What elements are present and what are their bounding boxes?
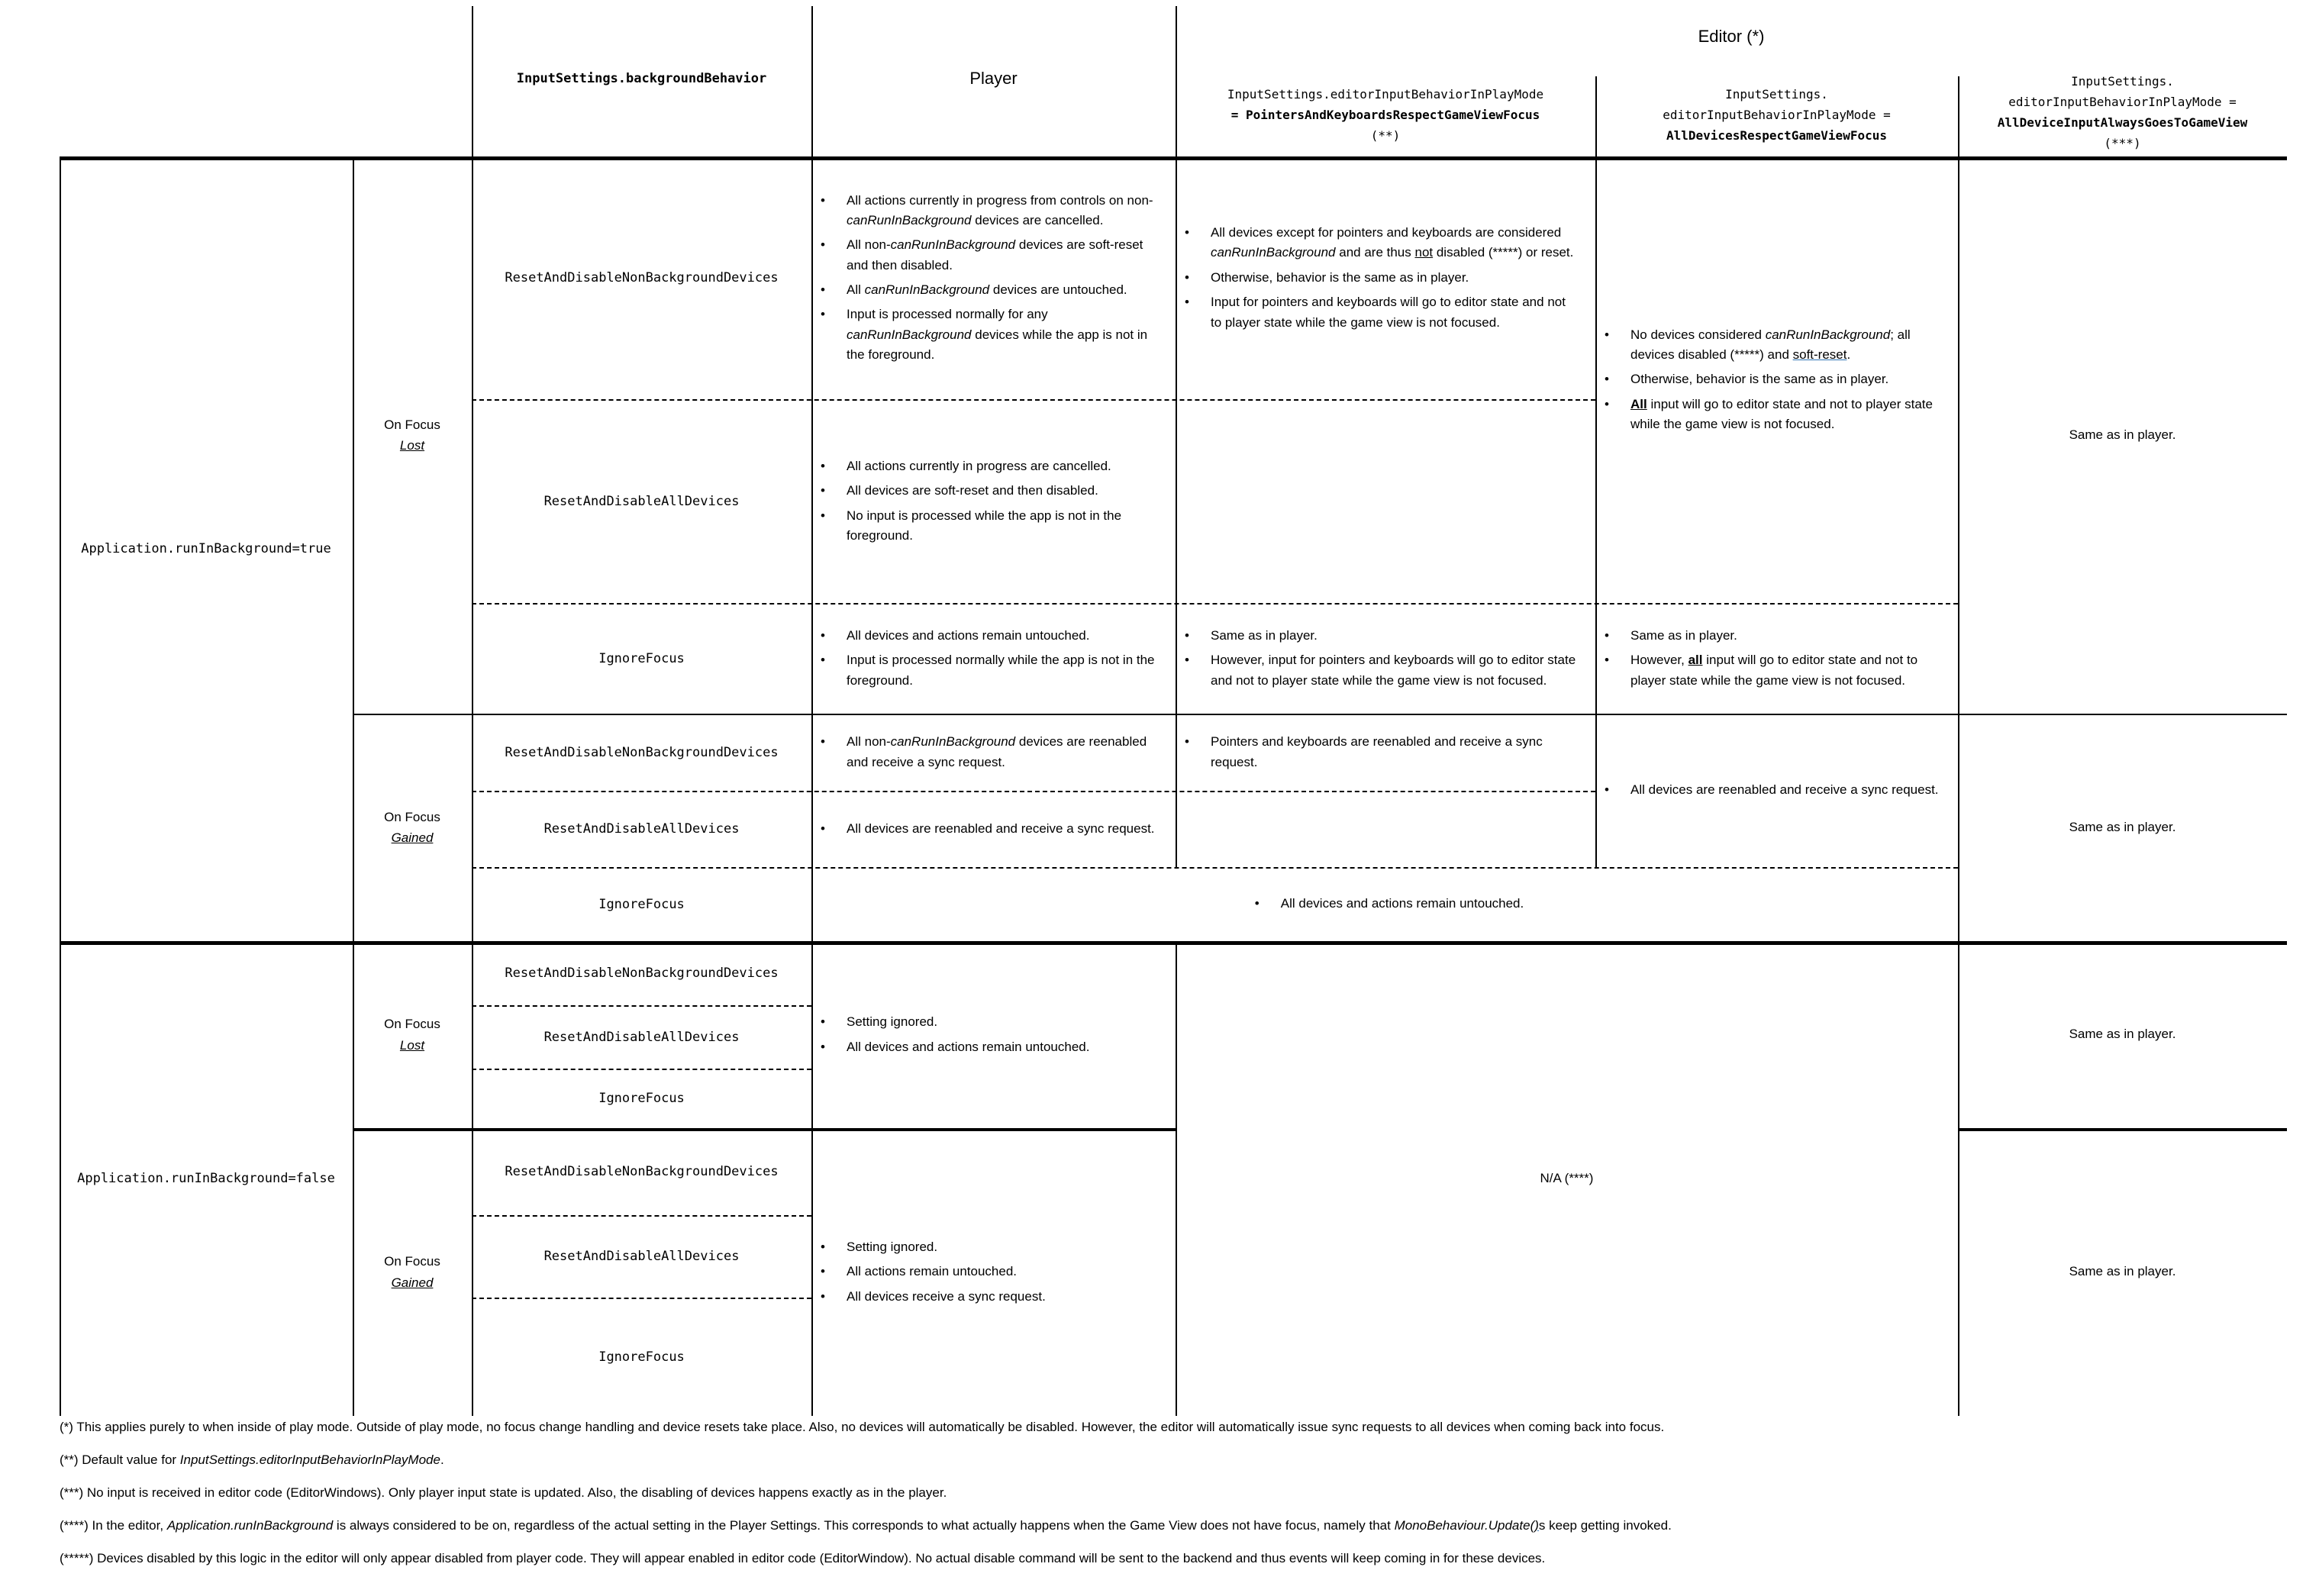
header-line: AllDevicesRespectGameViewFocus <box>1666 127 1887 143</box>
same-as-player-text: Same as in player. <box>2069 427 2176 442</box>
grid-line <box>1595 76 1597 156</box>
bullet-list: • Same as in player. • However, all input will go to editor state and not to player state while the game view is not focused. <box>1595 621 1958 695</box>
header-line: InputSettings. <box>1725 86 1828 102</box>
behavior-false-lost-reset-all <box>472 1005 811 1069</box>
footnote-4: (****) In the editor, Application.runInBackground is always considered to be on, regardless of the actual setting in the Player Settings. This corresponds to what actually happens when the Game View does not have focus, namely that MonoBehaviour.Update()s keep getting invoked. <box>60 1518 1672 1533</box>
footnote-3: (***) No input is received in editor code (EditorWindows). Only player input state is updated. Also, the disabling of devices happens exactly as in the player. <box>60 1485 947 1500</box>
footnote-5: (*****) Devices disabled by this logic in the editor will only appear disabled from player code. They will appear enabled in editor code (EditorWindow). No actual disable command will be sent to the backend and thus events will keep coming in for these devices. <box>60 1551 1546 1565</box>
header-line: AllDeviceInputAlwaysGoesToGameView <box>1997 114 2248 130</box>
same-as-player-text: Same as in player. <box>2069 1027 2176 1042</box>
on-focus-text: On Focus <box>384 417 440 432</box>
grid-line <box>472 603 1958 605</box>
focus-gained-text: Gained <box>391 1275 434 1290</box>
column-header-editor-all-devices-respect <box>1595 75 1958 154</box>
behavior-false-lost-ignore-focus <box>472 1069 811 1128</box>
grid-line <box>1958 1128 2287 1131</box>
behavior-false-gained-reset-non-background <box>472 1128 811 1215</box>
footnote-1: (*) This applies purely to when inside of play mode. Outside of play mode, no focus change handling and device resets take place. Also, no devices will automatically be disabled. However, the editor will automatically issue sync requests to all devices when coming back into focus. <box>60 1420 1665 1434</box>
bullet-list: • Setting ignored. • All actions remain untouched. • All devices receive a sync request. <box>811 1233 1176 1311</box>
grid-line <box>472 791 1595 792</box>
cell-editor-pk-true-lost-ignore-focus <box>1176 603 1595 714</box>
editor-group-header <box>1176 21 2287 52</box>
bullet-list: • Same as in player. • However, input for pointers and keyboards will go to editor state and not to player state while the game view is not focused. <box>1176 621 1595 695</box>
focus-label-true-gained <box>353 714 472 941</box>
focus-lost-text: Lost <box>399 1037 425 1053</box>
header-line: (***) <box>2104 135 2141 150</box>
bullet-list: • All devices and actions remain untouched. • Input is processed normally while the app is not in the foreground. <box>811 621 1176 695</box>
grid-line <box>1176 6 1177 156</box>
header-line: (**) <box>1370 127 1401 143</box>
bullet-list: • All devices except for pointers and keyboards are considered canRunInBackground and are thus not disabled (*****) or reset. • Otherwise, behavior is the same as in player. • Input for pointers and keyboards will go to editor state and not to player state while the game view is not focused. <box>1176 218 1595 337</box>
behavior-true-lost-reset-all <box>472 399 811 603</box>
cell-same-as-player-false-lost <box>1958 941 2287 1128</box>
column-header-editor-pointers-keyboards <box>1176 75 1595 154</box>
behavior-value: ResetAndDisableAllDevices <box>543 493 740 509</box>
behavior-value: IgnoreFocus <box>598 650 685 666</box>
grid-line <box>472 1298 811 1299</box>
behavior-value: ResetAndDisableAllDevices <box>543 1029 740 1045</box>
behavior-value: ResetAndDisableNonBackgroundDevices <box>505 270 779 285</box>
behavior-value: ResetAndDisableAllDevices <box>543 1249 740 1264</box>
behavior-value: ResetAndDisableNonBackgroundDevices <box>505 744 779 760</box>
grid-line <box>60 156 61 1416</box>
behavior-value: IgnoreFocus <box>598 1091 685 1106</box>
bullet-list: • No devices considered canRunInBackground; all devices disabled (*****) and soft-reset. • Otherwise, behavior is the same as in player. • All input will go to editor state and not to player state while the game view is not focused. <box>1595 321 1958 440</box>
on-focus-text: On Focus <box>384 1017 440 1032</box>
header-line: InputSettings. <box>2071 73 2174 89</box>
bullet-list: • All devices are reenabled and receive a sync request. <box>1595 775 1958 804</box>
cell-same-as-player-true-gained <box>1958 714 2287 941</box>
header-line: InputSettings.editorInputBehaviorInPlayMode <box>1227 86 1544 102</box>
behavior-true-lost-ignore-focus <box>472 603 811 714</box>
focus-gained-text: Gained <box>391 830 434 845</box>
header-line: editorInputBehaviorInPlayMode = <box>2008 94 2237 109</box>
na-text: N/A (****) <box>1540 1170 1594 1185</box>
grid-line <box>472 399 1595 401</box>
focus-label-true-lost <box>353 156 472 714</box>
cell-player-true-lost-reset-all <box>811 399 1176 603</box>
grid-line <box>472 867 1958 869</box>
behavior-false-gained-reset-all <box>472 1215 811 1298</box>
bullet-list: • Setting ignored. • All devices and actions remain untouched. <box>811 1008 1176 1062</box>
grid-line <box>353 714 2287 715</box>
editor-group-header-label: Editor (*) <box>1698 27 1765 46</box>
grid-line <box>1176 941 1177 1416</box>
on-focus-text: On Focus <box>384 1254 440 1269</box>
same-as-player-text: Same as in player. <box>2069 819 2176 834</box>
run-in-background-false-label: Application.runInBackground=false <box>77 1171 335 1186</box>
behavior-value: IgnoreFocus <box>598 1349 685 1365</box>
grid-line <box>353 156 354 1416</box>
cell-same-as-player-true-lost <box>1958 156 2287 714</box>
cell-editor-pk-true-gained-reset-non-background <box>1176 714 1595 791</box>
behavior-true-gained-reset-non-background <box>472 714 811 791</box>
cell-editor-na-false-merged <box>1176 941 1958 1416</box>
column-header-player <box>811 0 1176 156</box>
column-header-player-label: Player <box>969 68 1018 88</box>
cell-player-true-gained-reset-non-background <box>811 714 1176 791</box>
bullet-list: • All devices are reenabled and receive a sync request. <box>811 814 1176 843</box>
row-group-run-in-background-true <box>60 156 353 941</box>
run-in-background-true-label: Application.runInBackground=true <box>81 541 331 556</box>
cell-editor-all-respect-true-lost-ignore-focus <box>1595 603 1958 714</box>
focus-label-false-gained <box>353 1128 472 1416</box>
behavior-value: ResetAndDisableAllDevices <box>543 821 740 837</box>
on-focus-text: On Focus <box>384 809 440 824</box>
grid-line <box>1595 156 1597 867</box>
cell-player-false-gained-merged <box>811 1128 1176 1416</box>
behavior-true-gained-reset-all <box>472 791 811 867</box>
bullet-list: • All actions currently in progress are cancelled. • All devices are soft-reset and then disabled. • No input is processed while the app is not in the foreground. <box>811 452 1176 550</box>
cell-player-true-gained-reset-all <box>811 791 1176 867</box>
cell-editor-pk-true-lost-reset-non-background <box>1176 156 1595 399</box>
bullet-list: • All non-canRunInBackground devices are reenabled and receive a sync request. <box>811 727 1176 777</box>
footnote-2: (**) Default value for InputSettings.editorInputBehaviorInPlayMode. <box>60 1453 444 1467</box>
grid-line <box>472 1069 811 1070</box>
grid-line <box>811 156 813 1416</box>
header-line: editorInputBehaviorInPlayMode = <box>1663 107 1891 122</box>
grid-line <box>472 156 473 1416</box>
cell-editor-all-respect-true-lost-merged <box>1595 156 1958 603</box>
behavior-true-lost-reset-non-background <box>472 156 811 399</box>
grid-line <box>1958 156 1959 1416</box>
cell-player-true-lost-reset-non-background <box>811 156 1176 399</box>
cell-editor-all-respect-true-gained-merged <box>1595 714 1958 867</box>
behavior-true-gained-ignore-focus <box>472 867 811 941</box>
grid-line <box>60 156 2287 160</box>
header-line: = PointersAndKeyboardsRespectGameViewFocus <box>1230 107 1540 122</box>
grid-line <box>60 941 2287 945</box>
focus-lost-text: Lost <box>399 438 425 453</box>
behavior-value: ResetAndDisableNonBackgroundDevices <box>505 966 779 981</box>
cell-player-true-lost-ignore-focus <box>811 603 1176 714</box>
grid-line <box>472 1005 811 1007</box>
column-header-background-behavior-label: InputSettings.backgroundBehavior <box>516 70 767 86</box>
cell-same-as-player-false-gained <box>1958 1128 2287 1416</box>
same-as-player-text: Same as in player. <box>2069 1264 2176 1279</box>
grid-line <box>811 6 813 156</box>
column-header-editor-all-input-to-gameview <box>1958 69 2287 155</box>
focus-label-false-lost <box>353 941 472 1128</box>
behavior-value: IgnoreFocus <box>598 896 685 912</box>
column-header-background-behavior <box>472 0 811 156</box>
cell-true-gained-ignore-focus-merged <box>811 867 1958 941</box>
bullet-list: • All devices and actions remain untouched. <box>1246 889 1524 918</box>
behavior-false-lost-reset-non-background <box>472 941 811 1005</box>
grid-line <box>353 1128 1176 1131</box>
behavior-value: ResetAndDisableNonBackgroundDevices <box>505 1164 779 1179</box>
grid-line <box>1176 156 1177 867</box>
grid-line <box>472 6 473 156</box>
cell-player-false-lost-merged <box>811 941 1176 1128</box>
bullet-list: • All actions currently in progress from controls on non-canRunInBackground devices are cancelled. • All non-canRunInBackground devices are soft-reset and then disabled. • All canRunInBackground devices are untouched. • Input is processed normally for any canRunInBackground devices while the app is not in the foreground. <box>811 186 1176 370</box>
row-group-run-in-background-false <box>60 941 353 1416</box>
grid-line <box>1958 76 1959 156</box>
bullet-list: • Pointers and keyboards are reenabled and receive a sync request. <box>1176 727 1595 777</box>
grid-line <box>472 1215 811 1217</box>
behavior-false-gained-ignore-focus <box>472 1298 811 1416</box>
